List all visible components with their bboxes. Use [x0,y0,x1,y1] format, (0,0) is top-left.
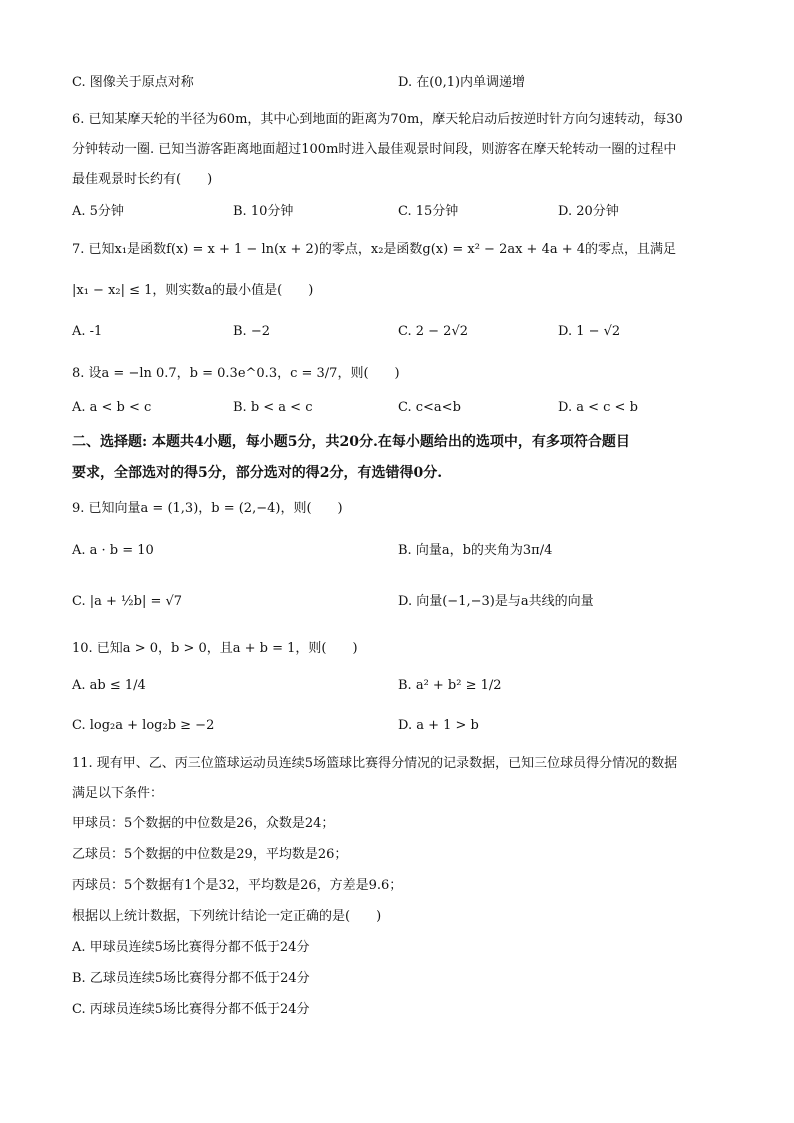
q11-option-a: A. 甲球员连续5场比赛得分都不低于24分 [72,940,310,955]
q6-option-a: A. 5分钟 [72,204,124,219]
q9-option-d: D. 向量(−1,−3)是与a共线的向量 [398,594,594,609]
q11-stem-line1: 11. 现有甲、乙、丙三位篮球运动员连续5场篮球比赛得分情况的记录数据，已知三位球员得分情况的数据 [72,756,678,771]
q6-stem-line3: 最佳观景时长约有( ) [72,172,213,187]
q9-option-b: B. 向量a，b的夹角为3π/4 [398,543,553,558]
q7-stem-line1: 7. 已知x₁是函数f(x) = x + 1 − ln(x + 2)的零点，x₂是函数g(x) = x² − 2ax + 4a + 4的零点，且满足 [72,242,677,257]
q11-condition-yi: 乙球员：5个数据的中位数是29，平均数是26； [72,847,348,862]
q8-option-c: C. c<a<b [398,400,461,415]
q7-stem-line2: |x₁ − x₂| ≤ 1，则实数a的最小值是( ) [72,283,314,298]
q6-stem-line1: 6. 已知某摩天轮的半径为60m，其中心到地面的距离为70m，摩天轮启动后按逆时针方向匀速转动，每30 [72,112,683,127]
section2-heading-line2: 要求，全部选对的得5分，部分选对的得2分，有选错得0分. [72,465,443,481]
q6-stem-line2: 分钟转动一圈. 已知当游客距离地面超过100m时进入最佳观景时间段，则游客在摩天轮转动一圈的过程中 [72,142,677,157]
q9-stem: 9. 已知向量a = (1,3)，b = (2,−4)，则( ) [72,501,343,516]
q5-option-c: C. 图像关于原点对称 [72,75,194,90]
q7-option-a: A. -1 [72,324,103,339]
q11-condition-bing: 丙球员：5个数据有1个是32，平均数是26，方差是9.6； [72,878,403,893]
q6-option-c: C. 15分钟 [398,204,459,219]
q8-stem: 8. 设a = −ln 0.7，b = 0.3e^0.3，c = 3/7，则( ) [72,366,400,381]
q5-option-d: D. 在(0,1)内单调递增 [398,75,526,90]
q8-option-a: A. a < b < c [72,400,152,415]
q9-option-a: A. a · b = 10 [72,543,154,558]
q11-question: 根据以上统计数据，下列统计结论一定正确的是( ) [72,909,382,924]
q9-option-c: C. |a + ½b| = √7 [72,594,183,609]
section2-heading-line1: 二、选择题: 本题共4小题，每小题5分，共20分.在每小题给出的选项中，有多项符合题目 [72,434,630,450]
q11-option-b: B. 乙球员连续5场比赛得分都不低于24分 [72,971,310,986]
q10-option-b: B. a² + b² ≥ 1/2 [398,678,502,693]
q7-option-d: D. 1 − √2 [558,324,621,339]
q7-option-c: C. 2 − 2√2 [398,324,469,339]
q8-option-b: B. b < a < c [233,400,313,415]
q7-option-b: B. −2 [233,324,270,339]
q11-stem-line2: 满足以下条件： [72,786,164,801]
q11-condition-jia: 甲球员：5个数据的中位数是26，众数是24； [72,816,335,831]
q6-option-d: D. 20分钟 [558,204,619,219]
q6-option-b: B. 10分钟 [233,204,294,219]
q10-stem: 10. 已知a > 0，b > 0，且a + b = 1，则( ) [72,641,358,656]
q10-option-d: D. a + 1 > b [398,718,479,733]
q10-option-c: C. log₂a + log₂b ≥ −2 [72,718,215,733]
q10-option-a: A. ab ≤ 1/4 [72,678,146,693]
q8-option-d: D. a < c < b [558,400,638,415]
q11-option-c: C. 丙球员连续5场比赛得分都不低于24分 [72,1002,310,1017]
